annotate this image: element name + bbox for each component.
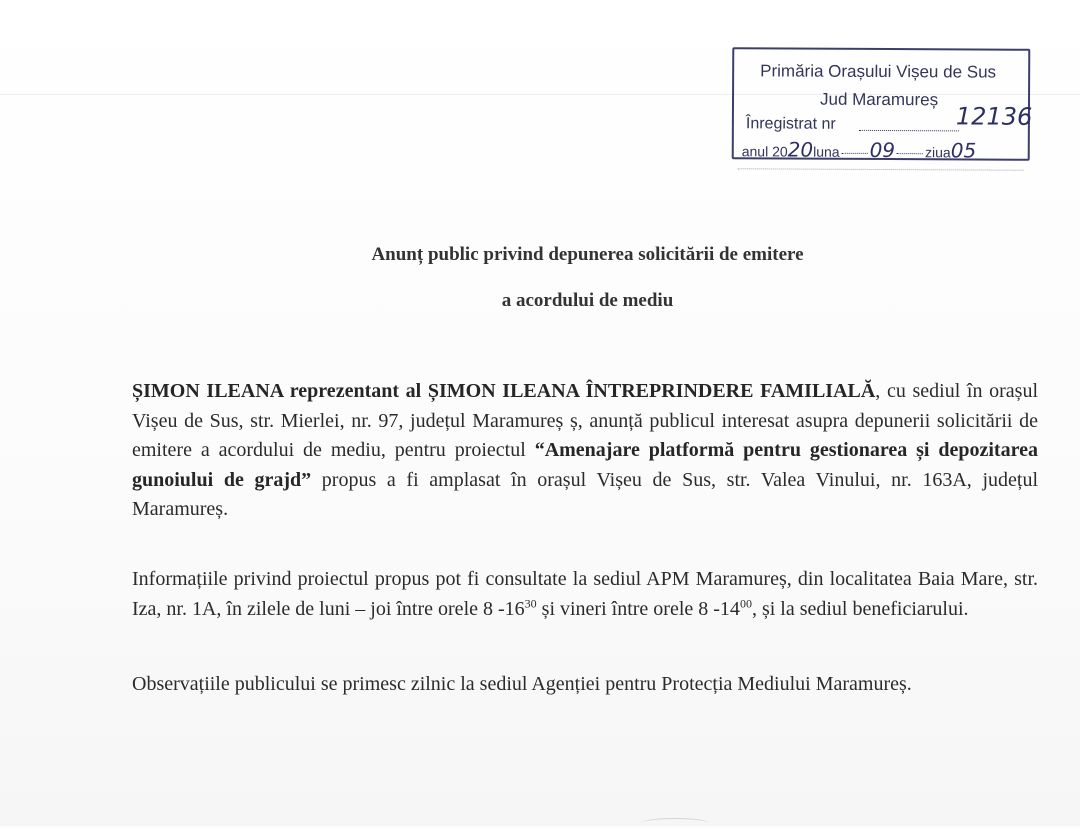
- stamp-year-value: 20: [787, 137, 814, 162]
- hours-superscript-1: 30: [524, 595, 537, 610]
- stamp-date-row: [742, 137, 977, 162]
- stamp-registration-number: 12136: [955, 102, 1033, 131]
- stamp-month-dots: [842, 153, 868, 154]
- project-name: “Amenajare platformă pentru gestionarea și depozitarea gunoiului de grajd”: [132, 439, 1038, 491]
- stamp-registered-label: Înregistrat nr: [745, 115, 836, 133]
- announcement-title-line-2: a acordului de mediu: [501, 290, 674, 311]
- consultation-text-2: și vineri între orele 8 -14: [536, 597, 740, 620]
- project-location: propus a fi amplasat în orașul Vișeu de Sus, str. Valea Vinului, nr. 163A, județul Maramureș.: [132, 468, 1038, 520]
- hours-superscript-2: 00: [739, 595, 752, 610]
- stamp-registration-dotted-line: [859, 130, 959, 132]
- stamp-year-label: anul 20: [741, 143, 788, 160]
- stamp-month-label: luna: [813, 143, 840, 160]
- paragraph-applicant: [132, 377, 1038, 525]
- stamp-office-name: Primăria Orașului Vișeu de Sus: [760, 61, 997, 82]
- stamp-county: Jud Maramureș: [819, 89, 939, 110]
- stamp-bottom-dotted-line: [738, 168, 1024, 170]
- applicant-name: ȘIMON ILEANA reprezentant al ȘIMON ILEANA ÎNTREPRINDERE FAMILIALĂ: [132, 380, 876, 402]
- stamp-month-value: 09: [869, 137, 896, 163]
- stamp-day-value: 05: [950, 138, 977, 163]
- stamp-day-label: ziua: [925, 144, 951, 161]
- stamp-month-dots-2: [897, 153, 923, 154]
- paragraph-consultation: [132, 565, 1038, 624]
- paragraph-observations: Observațiile publicului se primesc zilnic la sediul Agenției pentru Protecția Mediului Maramureș.: [132, 673, 912, 695]
- scan-artifact-mark: [640, 818, 710, 829]
- registration-stamp: [732, 47, 1031, 161]
- consultation-text-3: , și la sediul beneficiarului.: [751, 597, 969, 620]
- announcement-title-line-1: Anunț public privind depunerea solicitării de emitere: [371, 244, 804, 265]
- consultation-text-1: Informațiile privind proiectul propus pot fi consultate la sediul APM Maramureș, din localitatea Baia Mare, str. Iza, nr. 1A, în zilele de luni – joi între orele 8 -16: [132, 568, 1038, 620]
- applicant-address: , cu sediul în orașul Vișeu de Sus, str. Mierlei, nr. 97, județul Maramureș ș, anunță publicul interesat asupra depunerii solicitării de emitere a acordului de mediu, pentru proiectul: [132, 380, 1038, 461]
